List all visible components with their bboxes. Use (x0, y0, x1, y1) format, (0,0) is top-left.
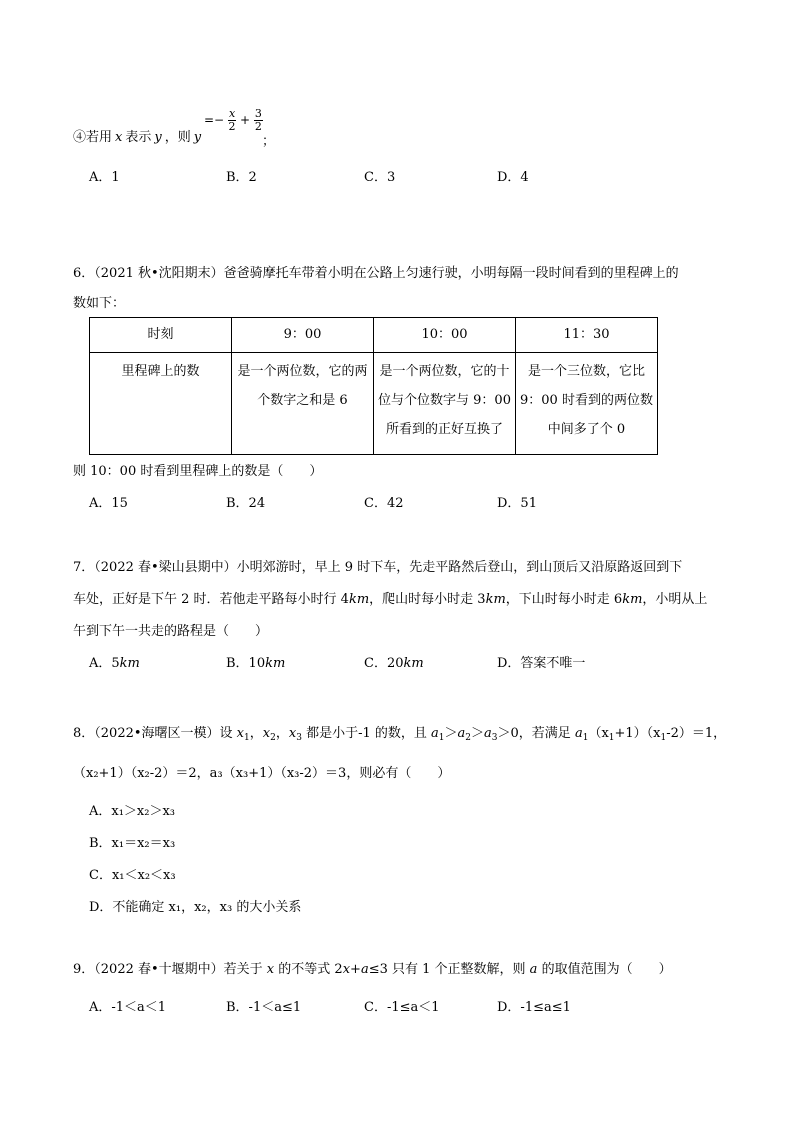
header-11-30: 11：30 (516, 318, 658, 353)
q6-option-a[interactable]: A．15 (89, 496, 128, 511)
q9-line-1-e: 的取值范围为（ ） (541, 962, 672, 977)
q8-line-1-a: 8．（2022•海曙区一模）设 (73, 726, 237, 741)
header-9-00: 9：00 (232, 318, 374, 353)
cell-10-00: 是一个两位数，它的十位与个位数字与 9：00 所看到的正好互换了 (374, 353, 516, 455)
q5-option-d[interactable]: D．4 (497, 170, 529, 185)
q9-line-1: 9．（2022 春•十堰期中）若关于 x 的不等式 2x+a≤3 只有 1 个正整数解，则 a 的取值范围为（ ） (73, 962, 672, 977)
q6-option-b[interactable]: B．24 (226, 496, 266, 511)
formula-plus: + (239, 113, 251, 127)
cell-9-00: 是一个两位数，它的两个数字之和是 6 (232, 353, 374, 455)
unit-km: km (622, 592, 643, 607)
header-time: 时刻 (90, 318, 232, 353)
row-label-milestone-number: 里程碑上的数 (90, 353, 232, 455)
q9-line-1-c: + (350, 962, 361, 977)
q9-line-1-a: 9．（2022 春•十堰期中）若关于 (73, 962, 267, 977)
q7-option-c-label: C．20 (364, 656, 404, 671)
q9-line-1-b: 的不等式 2 (278, 962, 343, 977)
q7-line-2-b: ，爬山时每小时走 3 (369, 592, 486, 607)
q9-option-b[interactable]: B．-1＜a≤1 (226, 1000, 302, 1015)
q7-option-c[interactable] (364, 652, 424, 671)
q7-option-b[interactable] (226, 652, 285, 671)
cell-11-30: 是一个三位数，它比 9：00 时看到的两位数中间多了个 0 (516, 353, 658, 455)
var-y: y (154, 130, 162, 145)
q7-option-b-label: B．10 (226, 656, 266, 671)
q6-line-2: 数如下： (73, 296, 126, 311)
unit-km: km (348, 592, 370, 607)
q7-option-a[interactable] (89, 652, 140, 671)
formula-semicolon: ； (262, 134, 276, 149)
q9-option-c[interactable]: C．-1≤a＜1 (364, 1000, 440, 1015)
q5-option-b[interactable]: B．2 (226, 170, 257, 185)
circle-number-4: ④ (73, 130, 87, 145)
q8-line-2: （x₂+1）（x₂-2）＝2，a₃（x₃+1）（x₃-2）＝3，则必有（ ） (73, 766, 451, 781)
q7-line-1: 7．（2022 春•梁山县期中）小明郊游时，早上 9 时下车，先走平路然后登山，到山顶后又沿原路返回到下 (73, 560, 683, 575)
q8-line-1-f: -2）＝1， (666, 726, 727, 741)
item-4-lead: 若用 (86, 130, 113, 145)
unit-km: km (485, 592, 506, 607)
q6-after-table: 则 10：00 时看到里程碑上的数是（ ） (73, 464, 323, 479)
q8-option-b[interactable]: B．x₁＝x₂＝x₃ (89, 836, 176, 851)
q6-option-c[interactable]: C．42 (364, 496, 404, 511)
q7-line-2 (73, 588, 707, 607)
unit-km: km (265, 656, 286, 671)
q7-line-2-d: ，小明从上 (642, 592, 708, 607)
q7-line-2-a: 车处，正好是下午 2 时．若他走平路每小时行 4 (73, 592, 349, 607)
unit-km: km (119, 656, 140, 671)
q8-option-d[interactable]: D．不能确定 x₁，x₂，x₃ 的大小关系 (89, 900, 302, 915)
q8-option-a[interactable]: A．x₁＞x₂＞x₃ (89, 804, 176, 819)
q5-option-a[interactable]: A．1 (89, 170, 120, 185)
table-row (90, 353, 658, 455)
fraction-3-over-2: $\frac{3}{2}$ (254, 107, 262, 133)
q7-option-d[interactable]: D．答案不唯一 (497, 656, 586, 671)
milestone-table (89, 317, 658, 455)
q5-option-c[interactable]: C．3 (364, 170, 396, 185)
q8-line-1-c: ＞0，若满足 (497, 726, 575, 741)
var-y2: y (193, 130, 202, 145)
q8-line-1-d: （x (588, 726, 609, 741)
item-4-mid: 表示 (125, 130, 152, 145)
item-4-line (73, 126, 201, 145)
q7-line-2-c: ，下山时每小时走 6 (505, 592, 623, 607)
var-x: x (115, 130, 123, 145)
q9-option-a[interactable]: A．-1＜a＜1 (89, 1000, 167, 1015)
q7-option-a-label: A．5 (89, 656, 120, 671)
q9-line-1-d: ≤3 只有 1 个正整数解，则 (368, 962, 530, 977)
q6-option-d[interactable]: D．51 (497, 496, 537, 511)
header-10-00: 10：00 (374, 318, 516, 353)
item-4-then: ，则 (164, 130, 191, 145)
unit-km: km (403, 656, 424, 671)
formula (204, 108, 263, 133)
table-header-row (90, 318, 658, 353)
q8-line-1-e: +1）（x (614, 726, 661, 741)
q8-line-1-b: 都是小于-1 的数，且 (306, 726, 431, 741)
q7-line-3: 午到下午一共走的路程是（ ） (73, 624, 269, 639)
q6-line-1: 6．（2021 秋•沈阳期末）爸爸骑摩托车带着小明在公路上匀速行驶，小明每隔一段时间看到的里程碑上的 (73, 266, 679, 281)
fraction-x-over-2: $\frac{x}{2}$ (228, 107, 236, 133)
q9-option-d[interactable]: D．-1≤a≤1 (497, 1000, 571, 1015)
q8-option-c[interactable]: C．x₁＜x₂＜x₃ (89, 868, 176, 883)
q8-line-1: 8．（2022•海曙区一模）设 $x_1$，$x_2$，$x_3$ 都是小于-1 的数，且 $a_1>a_2>a_3>0$，若满足 $a_1(x_1+1)(x_1-2)=1$， (73, 726, 727, 743)
formula-eq: =− (204, 113, 225, 127)
